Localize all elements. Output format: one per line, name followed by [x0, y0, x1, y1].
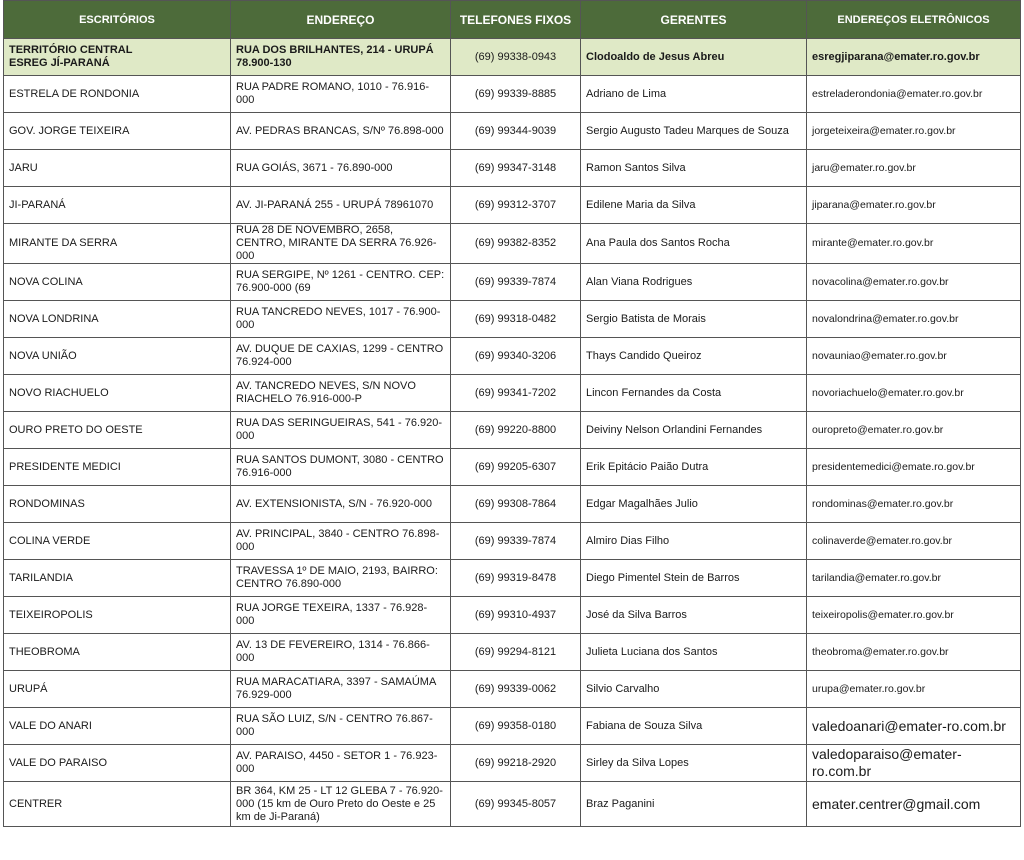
- table-row: [4, 486, 1021, 523]
- manager-cell: Adriano de Lima: [581, 76, 807, 113]
- phone-cell: (69) 99382-8352: [451, 224, 581, 264]
- table-row: [4, 113, 1021, 150]
- address-cell: AV. PRINCIPAL, 3840 - CENTRO 76.898-000: [231, 523, 451, 560]
- phone-cell: (69) 99341-7202: [451, 375, 581, 412]
- phone-cell: (69) 99339-8885: [451, 76, 581, 113]
- phone-cell: (69) 99312-3707: [451, 187, 581, 224]
- address-cell: RUA SANTOS DUMONT, 3080 - CENTRO 76.916-000: [231, 449, 451, 486]
- table-row: [4, 187, 1021, 224]
- address-cell: TRAVESSA 1º DE MAIO, 2193, BAIRRO: CENTRO 76.890-000: [231, 560, 451, 597]
- email-cell[interactable]: presidentemedici@emate.ro.gov.br: [807, 449, 1021, 486]
- office-cell: VALE DO PARAISO: [4, 745, 231, 782]
- email-cell[interactable]: novacolina@emater.ro.gov.br: [807, 264, 1021, 301]
- email-cell[interactable]: mirante@emater.ro.gov.br: [807, 224, 1021, 264]
- table-row: [4, 523, 1021, 560]
- office-cell: URUPÁ: [4, 671, 231, 708]
- offices-table: [3, 0, 1021, 827]
- table-header-row: [4, 1, 1021, 39]
- address-cell: RUA 28 DE NOVEMBRO, 2658, CENTRO, MIRANTE DA SERRA 76.926-000: [231, 224, 451, 264]
- header-phones: TELEFONES FIXOS: [451, 1, 581, 39]
- email-cell[interactable]: emater.centrer@gmail.com: [807, 782, 1021, 827]
- office-cell: NOVO RIACHUELO: [4, 375, 231, 412]
- phone-cell: (69) 99347-3148: [451, 150, 581, 187]
- phone-cell: (69) 99294-8121: [451, 634, 581, 671]
- address-cell: AV. DUQUE DE CAXIAS, 1299 - CENTRO 76.924-000: [231, 338, 451, 375]
- address-cell: AV. PARAISO, 4450 - SETOR 1 - 76.923-000: [231, 745, 451, 782]
- office-line-2: ESREG JÍ-PARANÁ: [9, 57, 110, 69]
- table-row: [4, 412, 1021, 449]
- email-cell[interactable]: tarilandia@emater.ro.gov.br: [807, 560, 1021, 597]
- email-cell[interactable]: novalondrina@emater.ro.gov.br: [807, 301, 1021, 338]
- address-cell: RUA SERGIPE, Nº 1261 - CENTRO. CEP: 76.900-000 (69: [231, 264, 451, 301]
- office-cell: TEIXEIROPOLIS: [4, 597, 231, 634]
- phone-cell: (69) 99205-6307: [451, 449, 581, 486]
- office-cell: COLINA VERDE: [4, 523, 231, 560]
- address-cell: RUA DAS SERINGUEIRAS, 541 - 76.920-000: [231, 412, 451, 449]
- address-cell: RUA TANCREDO NEVES, 1017 - 76.900-000: [231, 301, 451, 338]
- manager-cell: Almiro Dias Filho: [581, 523, 807, 560]
- office-cell: JARU: [4, 150, 231, 187]
- email-cell[interactable]: jaru@emater.ro.gov.br: [807, 150, 1021, 187]
- phone-cell: (69) 99220-8800: [451, 412, 581, 449]
- manager-cell: José da Silva Barros: [581, 597, 807, 634]
- manager-cell: Julieta Luciana dos Santos: [581, 634, 807, 671]
- address-cell: RUA SÃO LUIZ, S/N - CENTRO 76.867-000: [231, 708, 451, 745]
- table-row: [4, 375, 1021, 412]
- email-cell[interactable]: ouropreto@emater.ro.gov.br: [807, 412, 1021, 449]
- table-row: [4, 76, 1021, 113]
- table-row: [4, 634, 1021, 671]
- office-cell: TARILANDIA: [4, 560, 231, 597]
- table-row: [4, 597, 1021, 634]
- office-cell: NOVA LONDRINA: [4, 301, 231, 338]
- email-cell[interactable]: teixeiropolis@emater.ro.gov.br: [807, 597, 1021, 634]
- manager-cell: Sirley da Silva Lopes: [581, 745, 807, 782]
- phone-cell: (69) 99344-9039: [451, 113, 581, 150]
- office-cell: CENTRER: [4, 782, 231, 827]
- address-cell: BR 364, KM 25 - LT 12 GLEBA 7 - 76.920-000 (15 km de Ouro Preto do Oeste e 25 km de Ji-Paraná): [231, 782, 451, 827]
- address-cell: RUA JORGE TEXEIRA, 1337 - 76.928-000: [231, 597, 451, 634]
- table-row: [4, 301, 1021, 338]
- manager-cell: Ana Paula dos Santos Rocha: [581, 224, 807, 264]
- office-cell: JI-PARANÁ: [4, 187, 231, 224]
- office-line-1: TERRITÓRIO CENTRAL: [9, 44, 133, 56]
- manager-cell: Lincon Fernandes da Costa: [581, 375, 807, 412]
- office-cell: THEOBROMA: [4, 634, 231, 671]
- manager-cell: Sergio Augusto Tadeu Marques de Souza: [581, 113, 807, 150]
- email-cell[interactable]: estreladerondonia@emater.ro.gov.br: [807, 76, 1021, 113]
- manager-cell: Edilene Maria da Silva: [581, 187, 807, 224]
- phone-cell: (69) 99339-7874: [451, 264, 581, 301]
- address-cell: AV. PEDRAS BRANCAS, S/Nº 76.898-000: [231, 113, 451, 150]
- phone-cell: (69) 99338-0943: [451, 39, 581, 76]
- address-cell: AV. JI-PARANÁ 255 - URUPÁ 78961070: [231, 187, 451, 224]
- office-cell: MIRANTE DA SERRA: [4, 224, 231, 264]
- address-cell: AV. TANCREDO NEVES, S/N NOVO RIACHELO 76.916-000-P: [231, 375, 451, 412]
- email-cell[interactable]: esregjiparana@emater.ro.gov.br: [807, 39, 1021, 76]
- email-cell[interactable]: valedoanari@emater-ro.com.br: [807, 708, 1021, 745]
- office-cell: OURO PRETO DO OESTE: [4, 412, 231, 449]
- phone-cell: (69) 99339-0062: [451, 671, 581, 708]
- office-cell: RONDOMINAS: [4, 486, 231, 523]
- office-cell: [4, 39, 231, 76]
- table-row: [4, 449, 1021, 486]
- manager-cell: Ramon Santos Silva: [581, 150, 807, 187]
- email-cell[interactable]: valedoparaiso@emater-ro.com.br: [807, 745, 1021, 782]
- phone-cell: (69) 99345-8057: [451, 782, 581, 827]
- table-row: [4, 782, 1021, 827]
- manager-cell: Thays Candido Queiroz: [581, 338, 807, 375]
- phone-cell: (69) 99318-0482: [451, 301, 581, 338]
- phone-cell: (69) 99319-8478: [451, 560, 581, 597]
- table-row: [4, 264, 1021, 301]
- header-address: ENDEREÇO: [231, 1, 451, 39]
- highlight-row: [4, 39, 1021, 76]
- table-row: [4, 150, 1021, 187]
- email-cell[interactable]: rondominas@emater.ro.gov.br: [807, 486, 1021, 523]
- table-row: [4, 224, 1021, 264]
- email-cell[interactable]: jorgeteixeira@emater.ro.gov.br: [807, 113, 1021, 150]
- email-cell[interactable]: theobroma@emater.ro.gov.br: [807, 634, 1021, 671]
- header-emails: ENDEREÇOS ELETRÔNICOS: [807, 1, 1021, 39]
- manager-cell: Braz Paganini: [581, 782, 807, 827]
- phone-cell: (69) 99218-2920: [451, 745, 581, 782]
- manager-cell: Edgar Magalhães Julio: [581, 486, 807, 523]
- manager-cell: Diego Pimentel Stein de Barros: [581, 560, 807, 597]
- email-cell[interactable]: jiparana@emater.ro.gov.br: [807, 187, 1021, 224]
- phone-cell: (69) 99339-7874: [451, 523, 581, 560]
- table-row: [4, 745, 1021, 782]
- email-cell[interactable]: novauniao@emater.ro.gov.br: [807, 338, 1021, 375]
- office-cell: PRESIDENTE MEDICI: [4, 449, 231, 486]
- office-cell: NOVA COLINA: [4, 264, 231, 301]
- address-cell: RUA GOIÁS, 3671 - 76.890-000: [231, 150, 451, 187]
- office-cell: NOVA UNIÃO: [4, 338, 231, 375]
- table-row: [4, 708, 1021, 745]
- phone-cell: (69) 99358-0180: [451, 708, 581, 745]
- office-cell: ESTRELA DE RONDONIA: [4, 76, 231, 113]
- address-cell: RUA PADRE ROMANO, 1010 - 76.916-000: [231, 76, 451, 113]
- table-row: [4, 671, 1021, 708]
- manager-cell: Erik Epitácio Paião Dutra: [581, 449, 807, 486]
- email-cell[interactable]: urupa@emater.ro.gov.br: [807, 671, 1021, 708]
- table-row: [4, 338, 1021, 375]
- office-cell: VALE DO ANARI: [4, 708, 231, 745]
- email-cell[interactable]: colinaverde@emater.ro.gov.br: [807, 523, 1021, 560]
- email-cell[interactable]: novoriachuelo@emater.ro.gov.br: [807, 375, 1021, 412]
- phone-cell: (69) 99340-3206: [451, 338, 581, 375]
- office-cell: GOV. JORGE TEIXEIRA: [4, 113, 231, 150]
- manager-cell: Silvio Carvalho: [581, 671, 807, 708]
- manager-cell: Deiviny Nelson Orlandini Fernandes: [581, 412, 807, 449]
- header-managers: GERENTES: [581, 1, 807, 39]
- header-offices: ESCRITÓRIOS: [4, 1, 231, 39]
- table-row: [4, 560, 1021, 597]
- address-cell: AV. 13 DE FEVEREIRO, 1314 - 76.866-000: [231, 634, 451, 671]
- manager-cell: Sergio Batista de Morais: [581, 301, 807, 338]
- manager-cell: Fabiana de Souza Silva: [581, 708, 807, 745]
- manager-cell: Clodoaldo de Jesus Abreu: [581, 39, 807, 76]
- phone-cell: (69) 99310-4937: [451, 597, 581, 634]
- address-cell: RUA MARACATIARA, 3397 - SAMAÚMA 76.929-000: [231, 671, 451, 708]
- manager-cell: Alan Viana Rodrigues: [581, 264, 807, 301]
- address-cell: AV. EXTENSIONISTA, S/N - 76.920-000: [231, 486, 451, 523]
- address-cell: RUA DOS BRILHANTES, 214 - URUPÁ 78.900-130: [231, 39, 451, 76]
- phone-cell: (69) 99308-7864: [451, 486, 581, 523]
